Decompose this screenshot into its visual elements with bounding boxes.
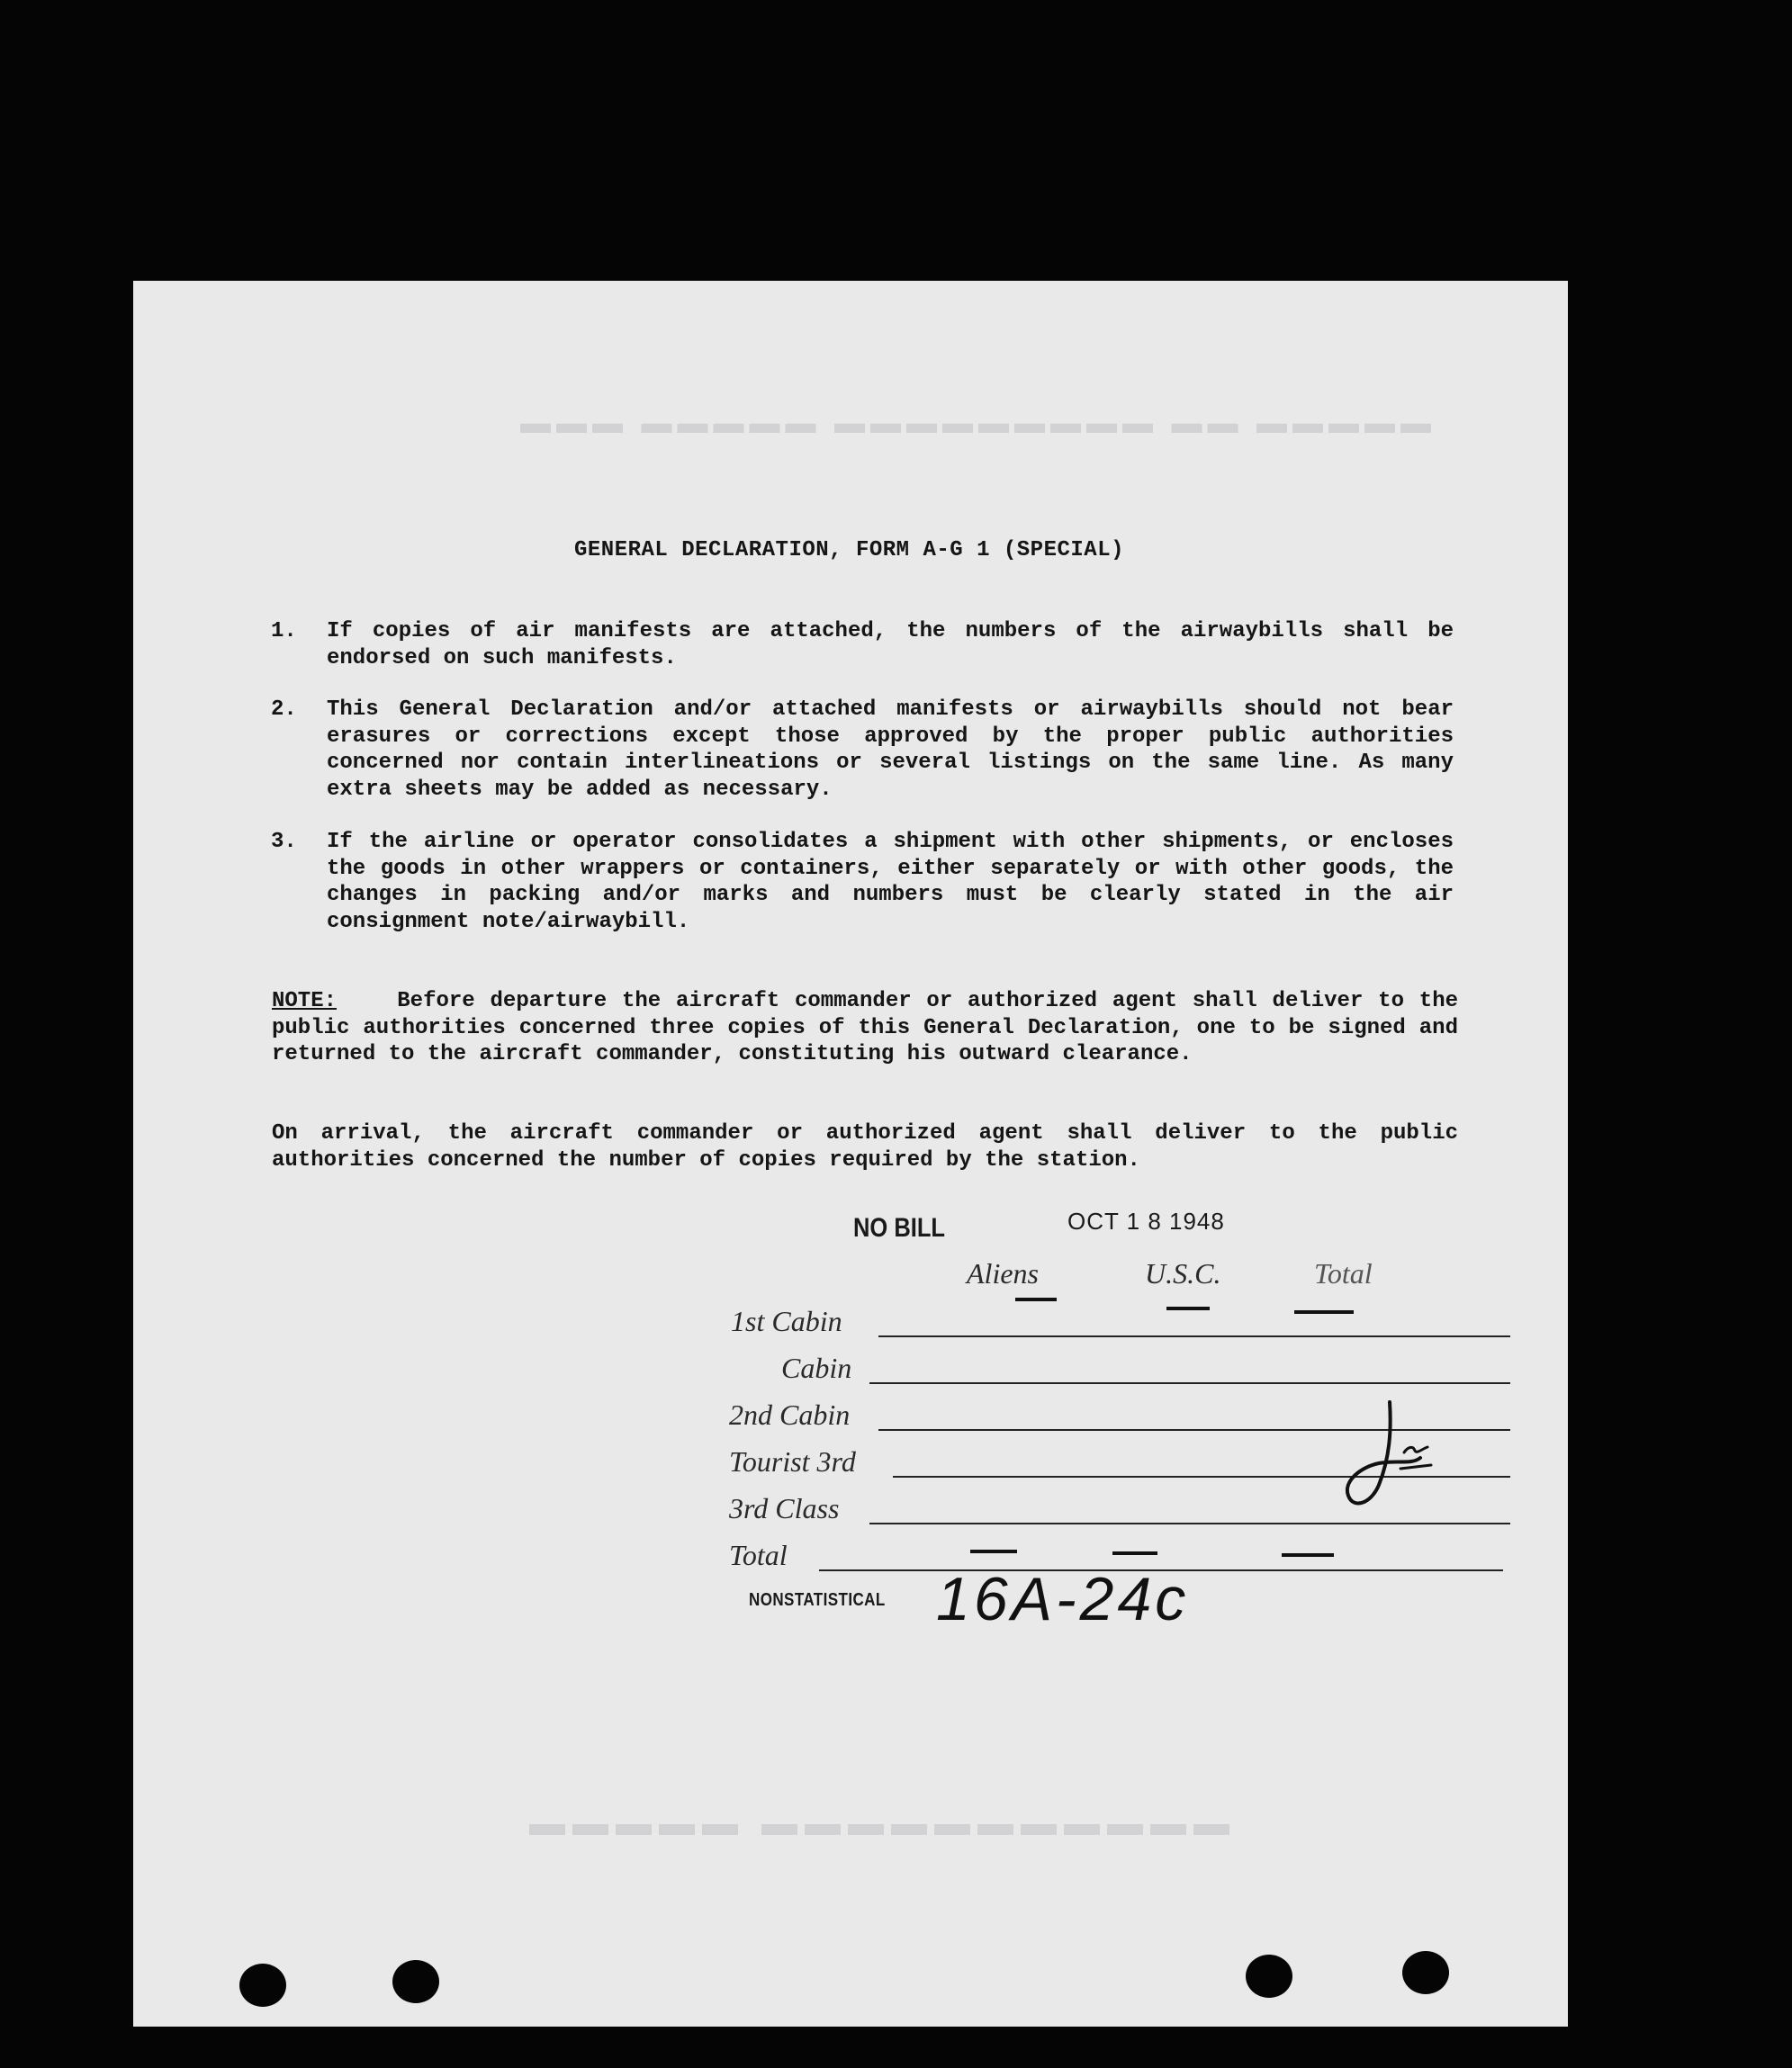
item-text: If the airline or operator consolidates a shipment with other shipments, or encloses the goods in other wrappers or containers, either separately or with other goods, the changes in packing and/or marks and numbers must be clearly stated in the air consignment note/airwaybill.	[327, 830, 1454, 934]
row-line	[869, 1382, 1510, 1384]
bleed-through-text: ▬▬▬ ▬▬▬▬▬ ▬▬▬▬▬▬▬▬▬ ▬▬ ▬▬▬▬▬	[520, 407, 1436, 440]
punch-hole	[239, 1964, 286, 2007]
punch-hole	[392, 1960, 439, 2003]
punch-hole	[1246, 1955, 1292, 1998]
column-header-total: Total	[1314, 1257, 1373, 1290]
column-header-aliens: Aliens	[967, 1257, 1039, 1290]
document-page	[133, 281, 1568, 2027]
item-text: If copies of air manifests are attached, the numbers of the airwaybills shall be endorsed on such manifests.	[327, 619, 1454, 670]
initials-signature	[1334, 1395, 1442, 1521]
nonstatistical-stamp: NONSTATISTICAL	[749, 1590, 886, 1610]
tally-dash	[1294, 1310, 1354, 1314]
handwritten-code: 16A-24c	[936, 1565, 1190, 1633]
tally-dash	[1015, 1298, 1057, 1301]
row-line	[869, 1523, 1510, 1524]
punch-hole	[1402, 1951, 1449, 1994]
instruction-item-2	[271, 697, 1454, 803]
form-title: GENERAL DECLARATION, FORM A-G 1 (SPECIAL)	[574, 538, 1124, 562]
date-stamp: OCT 1 8 1948	[1067, 1208, 1225, 1235]
note-paragraph	[272, 988, 1458, 1068]
arrival-paragraph: On arrival, the aircraft commander or authorized agent shall deliver to the public authorities concerned the number of copies required by the station.	[272, 1121, 1458, 1173]
instruction-item-3	[271, 829, 1454, 935]
row-line	[878, 1335, 1510, 1337]
item-text: This General Declaration and/or attached manifests or airwaybills should not bear erasures or corrections except those approved by the proper public authorities concerned nor contain interlineations or several listings on the same line. As many extra sheets may be added as necessary.	[327, 697, 1454, 802]
tally-dash	[1166, 1307, 1210, 1310]
row-label-3rd-class: 3rd Class	[729, 1492, 840, 1524]
item-number: 2.	[271, 697, 297, 722]
no-bill-stamp: NO BILL	[853, 1213, 945, 1243]
row-label-total: Total	[729, 1539, 788, 1571]
tally-dash	[970, 1550, 1017, 1553]
item-number: 3.	[271, 830, 297, 854]
tally-dash	[1112, 1551, 1157, 1555]
bleed-through-text: ▬▬▬▬▬ ▬▬▬▬▬▬▬▬▬▬▬	[529, 1803, 1237, 1843]
row-label-cabin: Cabin	[781, 1352, 852, 1384]
instruction-item-1	[271, 618, 1454, 671]
note-text: Before departure the aircraft commander or authorized agent shall deliver to the public authorities concerned three copies of this General Declaration, one to be signed and returned to the aircraft commander, constituting his outward clearance.	[272, 989, 1459, 1066]
row-label-2nd-cabin: 2nd Cabin	[729, 1398, 851, 1431]
column-header-usc: U.S.C.	[1145, 1257, 1221, 1290]
row-label-1st-cabin: 1st Cabin	[731, 1305, 842, 1337]
row-label-tourist-3rd: Tourist 3rd	[729, 1445, 856, 1478]
tally-dash	[1282, 1553, 1334, 1557]
note-label: NOTE:	[272, 989, 338, 1013]
item-number: 1.	[271, 619, 297, 643]
